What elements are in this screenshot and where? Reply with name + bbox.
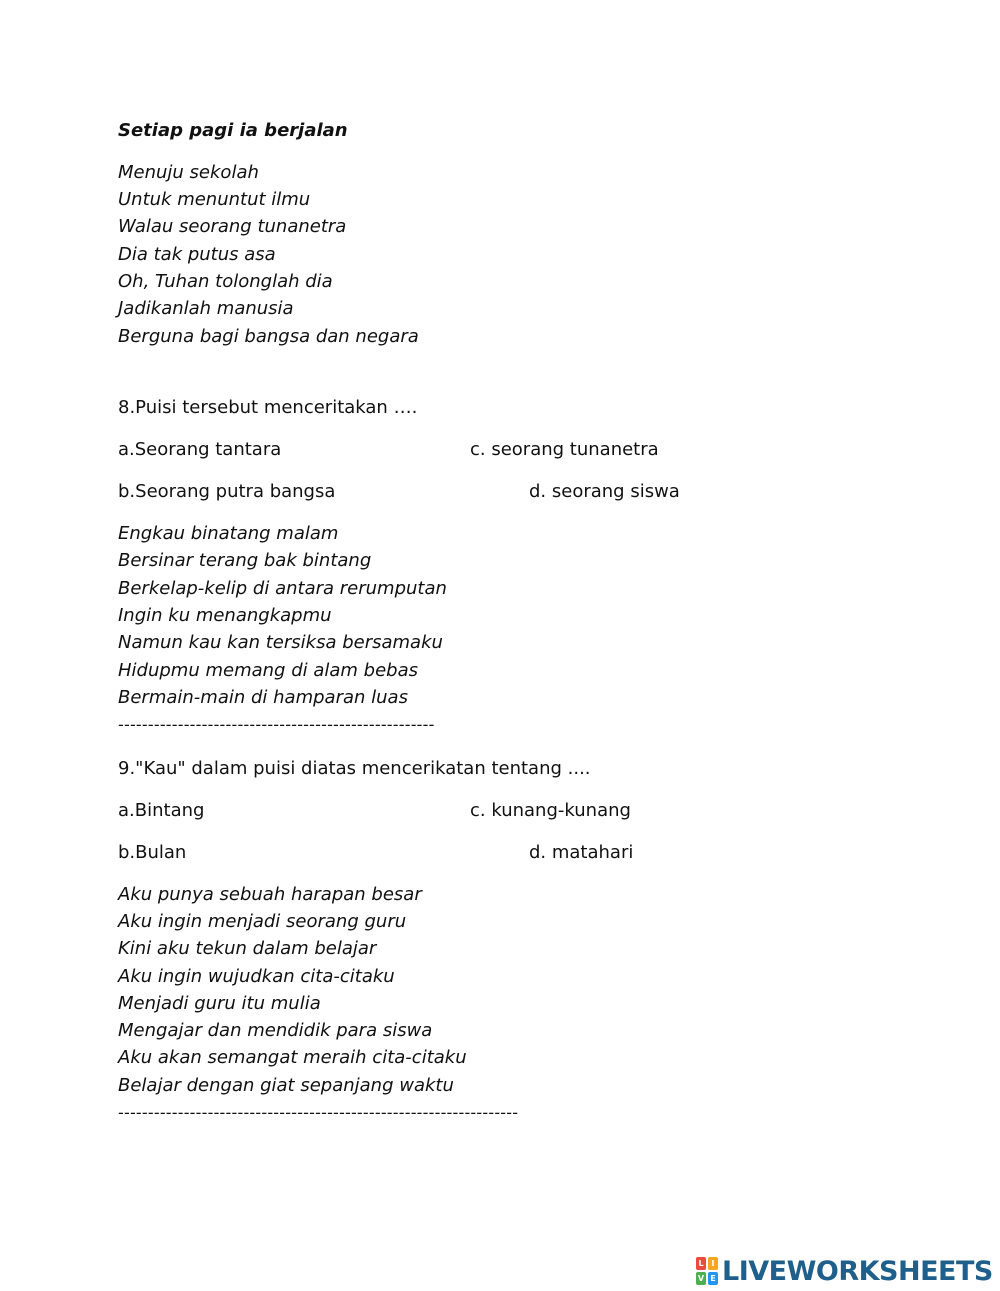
logo-blocks — [696, 1257, 718, 1285]
poem3-line: Kini aku tekun dalam belajar — [118, 938, 377, 959]
poem2-line: Ingin ku menangkapmu — [118, 605, 332, 626]
poem3-line: Aku ingin wujudkan cita-citaku — [118, 966, 395, 987]
q8-option-d[interactable]: d. seorang siswa — [529, 481, 680, 502]
poem2-line: Engkau binatang malam — [118, 523, 339, 544]
poem1-line: Oh, Tuhan tolonglah dia — [118, 271, 333, 292]
liveworksheets-logo — [696, 1256, 993, 1286]
logo-text: LIVEWORKSHEETS — [722, 1255, 993, 1287]
q8-option-b[interactable]: b.Seorang putra bangsa — [118, 481, 336, 502]
poem3-line: Menjadi guru itu mulia — [118, 993, 321, 1014]
poem1-title: Setiap pagi ia berjalan — [118, 120, 348, 141]
question-8: 8.Puisi tersebut menceritakan …. — [118, 397, 418, 418]
logo-block-i: I — [708, 1257, 718, 1270]
poem3-line: Aku akan semangat meraih cita-citaku — [118, 1047, 467, 1068]
question-9: 9."Kau" dalam puisi diatas mencerikatan tentang .... — [118, 758, 591, 779]
poem3-line: Aku punya sebuah harapan besar — [118, 884, 422, 905]
poem1-line: Jadikanlah manusia — [118, 298, 294, 319]
q9-option-d[interactable]: d. matahari — [529, 842, 634, 863]
poem1-line: Dia tak putus asa — [118, 244, 276, 265]
logo-block-l: L — [696, 1257, 706, 1270]
q8-option-c[interactable]: c. seorang tunanetra — [470, 439, 659, 460]
poem1-line: Berguna bagi bangsa dan negara — [118, 326, 419, 347]
poem2-line: Hidupmu memang di alam bebas — [118, 660, 418, 681]
logo-block-e: E — [708, 1272, 718, 1285]
q9-option-c[interactable]: c. kunang-kunang — [470, 800, 631, 821]
poem3-line: Aku ingin menjadi seorang guru — [118, 911, 407, 932]
poem1-line: Walau seorang tunanetra — [118, 216, 347, 237]
separator-line: ----------------------------------------------------- — [118, 716, 435, 734]
poem2-line: Bersinar terang bak bintang — [118, 550, 372, 571]
poem1-line: Menuju sekolah — [118, 162, 259, 183]
q9-option-a[interactable]: a.Bintang — [118, 800, 205, 821]
q8-option-a[interactable]: a.Seorang tantara — [118, 439, 282, 460]
poem2-line: Berkelap-kelip di antara rerumputan — [118, 578, 447, 599]
poem3-line: Belajar dengan giat sepanjang waktu — [118, 1075, 454, 1096]
poem1-line: Untuk menuntut ilmu — [118, 189, 311, 210]
separator-line: ------------------------------------------------------------------- — [118, 1104, 519, 1122]
poem3-line: Mengajar dan mendidik para siswa — [118, 1020, 433, 1041]
poem2-line: Bermain-main di hamparan luas — [118, 687, 408, 708]
logo-block-v: V — [697, 1274, 705, 1283]
poem2-line: Namun kau kan tersiksa bersamaku — [118, 632, 443, 653]
q9-option-b[interactable]: b.Bulan — [118, 842, 187, 863]
